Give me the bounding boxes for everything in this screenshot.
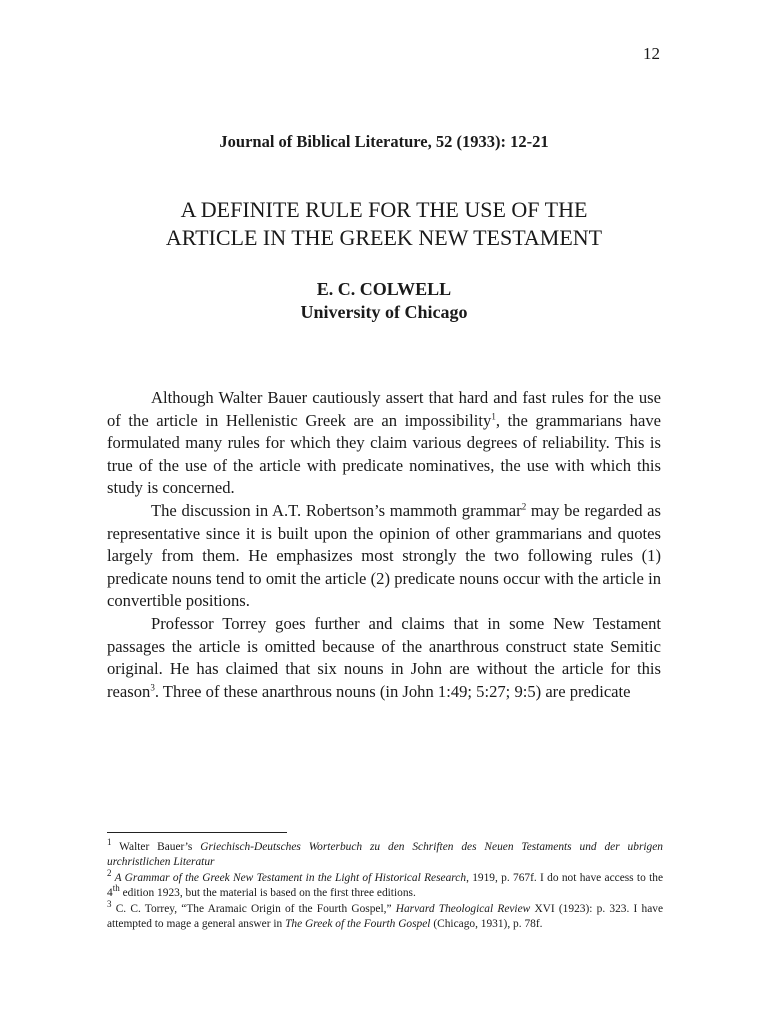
footnote-1-italic: Griechisch-Deutsches Worterbuch zu den Schriften des Neuen Testaments und der ubrigen urchristlichen Literatur — [107, 841, 663, 869]
author-name: E. C. COLWELL — [316, 279, 452, 299]
footnote-2-text-b: edition 1923, but the material is based on the first three editions. — [119, 887, 416, 900]
footnote-1 — [107, 837, 663, 871]
paragraph-3-text-a: Professor Torrey goes further and claims that in some New Testament passages the article is omitted because of the anarthrous construct state Semitic original. He has claimed that six nouns in John are without the article for this reason — [107, 613, 661, 701]
article-title — [0, 196, 768, 252]
footnote-3-italic-1: Harvard Theological Review — [395, 902, 531, 915]
footnote-1-text: Walter Bauer’s — [111, 841, 201, 853]
footnote-2-number: 2 — [107, 868, 112, 879]
paragraph-3 — [107, 613, 661, 703]
footnote-ref-1: 1 — [491, 411, 496, 422]
footnote-ref-3: 3 — [150, 682, 155, 693]
footnote-2-ordinal: th — [112, 883, 120, 894]
footnote-3-text-a: C. C. Torrey, “The Aramaic Origin of the Fourth Gospel,” — [111, 902, 396, 915]
footnote-2-text-a: , 1919, p. 767f. I do not have access to the 4 — [107, 871, 664, 900]
paragraph-1 — [107, 387, 661, 500]
paragraph-2-text-a: The discussion in A.T. Robertson’s mammoth grammar — [151, 500, 522, 520]
article-body — [107, 387, 661, 703]
author-affiliation: University of Chicago — [300, 302, 468, 322]
footnotes — [107, 837, 664, 932]
footnote-2-italic: A Grammar of the Greek New Testament in the Light of Historical Research — [111, 871, 467, 884]
page-number: 12 — [643, 44, 660, 63]
footnote-3-number: 3 — [107, 898, 112, 909]
paragraph-2 — [107, 500, 661, 613]
footnote-2 — [107, 868, 664, 902]
footnote-ref-2: 2 — [521, 501, 527, 512]
paragraph-3-text-b: . Three of these anarthrous nouns (in John 1:49; 5:27; 9:5) are predicate — [154, 681, 631, 701]
footnote-3 — [107, 898, 663, 933]
paragraph-2-text-b: may be regarded as representative since it is built upon the opinion of other grammarians and quotes largely from them. He emphasizes most strongly the two following rules (1) predicate nouns tend to omit the article (2) predicate nouns occur with the article in convertible positions. — [107, 500, 662, 611]
footnote-3-text-c: (Chicago, 1931), p. 78f. — [430, 918, 543, 931]
footnote-divider — [107, 832, 287, 833]
paragraph-1-text-a: Although Walter Bauer cautiously assert that hard and fast rules for the use of the article in Hellenistic Greek are an impossibility — [107, 388, 661, 430]
paragraph-1-text-b: , the grammarians have formulated many rules for which they claim various degrees of reliability. This is true of the use of the article with predicate nominatives, the use with which this study is concerned. — [107, 410, 661, 498]
footnote-3-italic-2: The Greek of the Fourth Gospel — [285, 918, 431, 931]
title-line-2: ARTICLE IN THE GREEK NEW TESTAMENT — [165, 225, 603, 250]
journal-reference: Journal of Biblical Literature, 52 (1933): 12-21 — [219, 132, 549, 151]
footnote-1-number: 1 — [107, 837, 112, 848]
footnote-3-text-b: XVI (1923): p. 323. I have attempted to mage a general answer in — [107, 902, 663, 931]
author-block — [0, 278, 768, 324]
title-line-1: A DEFINITE RULE FOR THE USE OF THE — [180, 197, 588, 222]
